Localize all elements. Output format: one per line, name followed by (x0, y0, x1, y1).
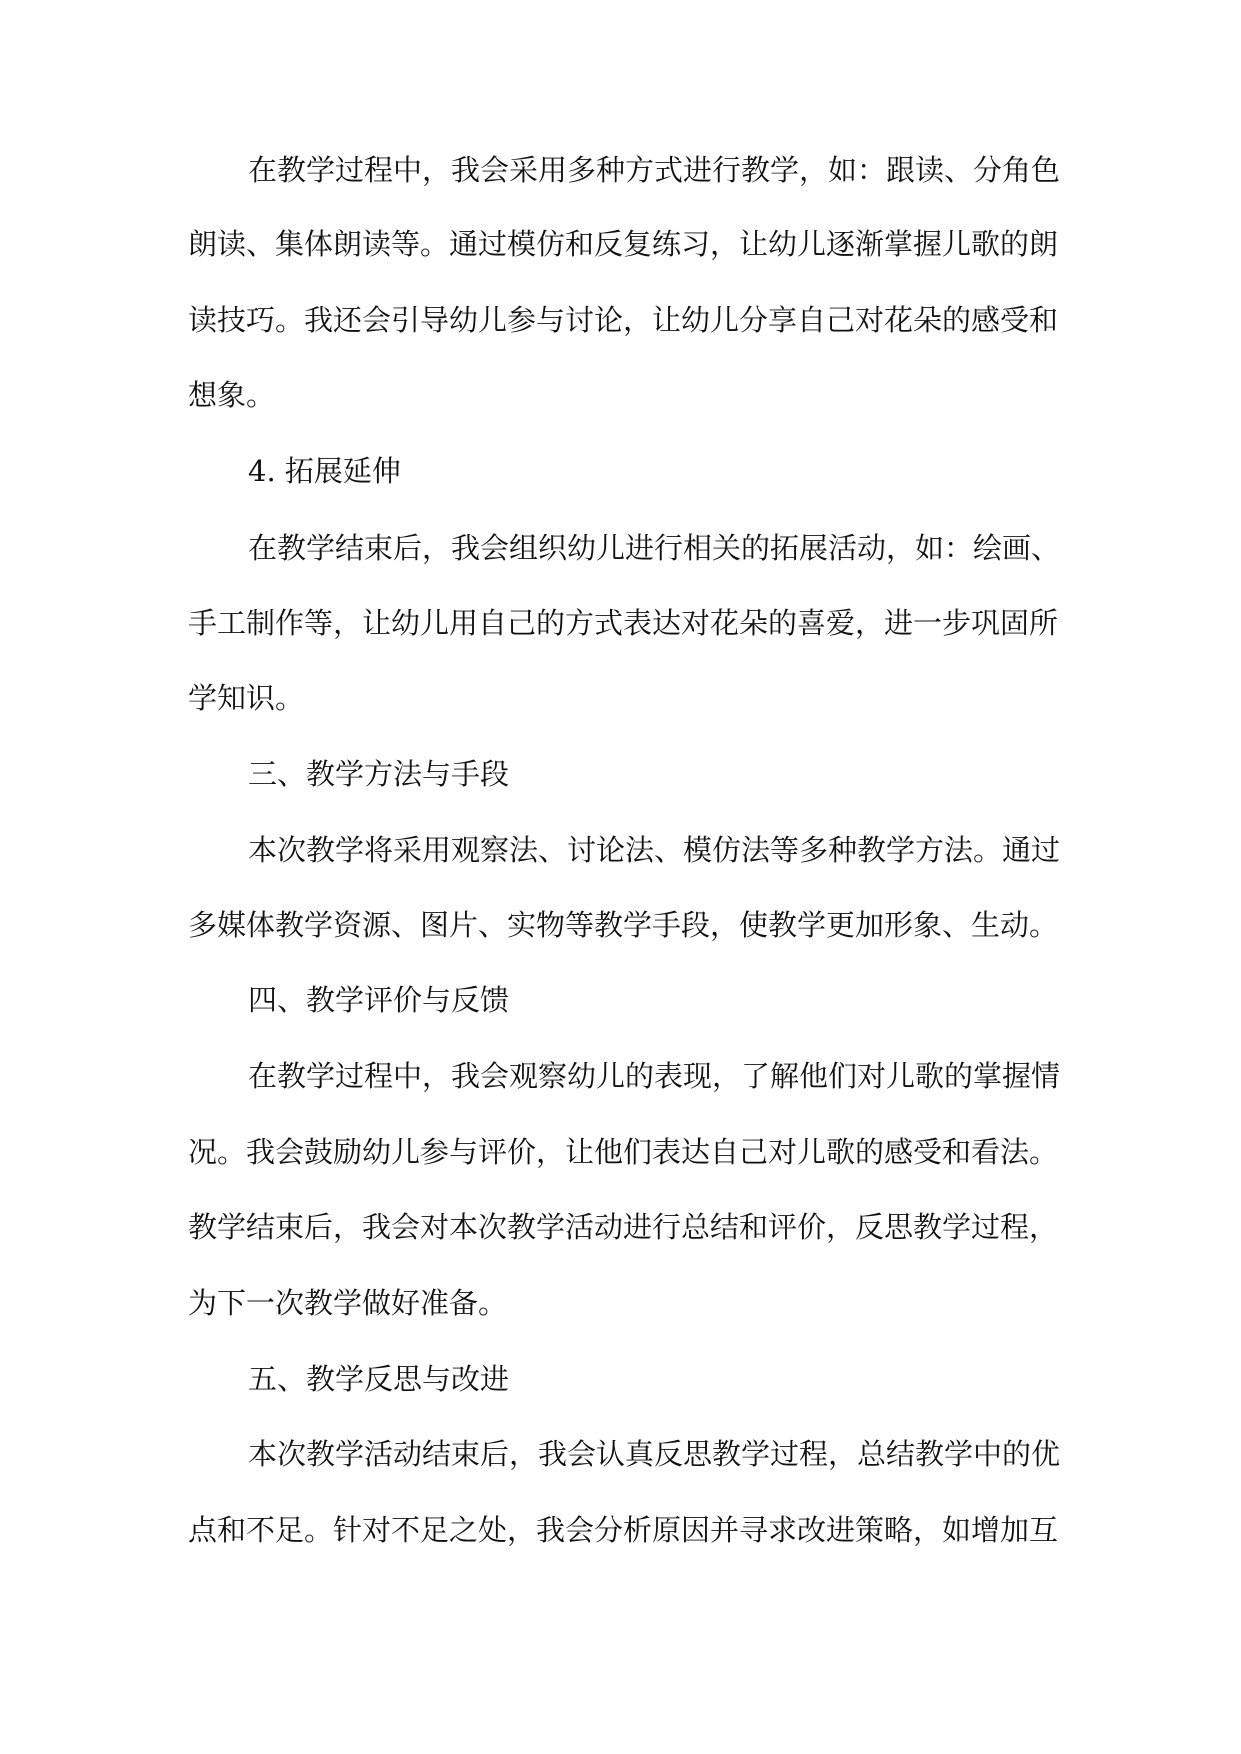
text-line: 在教学过程中，我会观察幼儿的表现，了解他们对儿歌的掌握情 (248, 1059, 1061, 1093)
text-line: 为下一次教学做好准备。 (188, 1286, 508, 1320)
section-heading: 三、教学方法与手段 (248, 757, 510, 791)
text-line: 教学结束后，我会对本次教学活动进行总结和评价，反思教学过程， (188, 1210, 1059, 1244)
section-heading: 五、教学反思与改进 (248, 1362, 510, 1396)
text-line: 朗读、集体朗读等。通过模仿和反复练习，让幼儿逐渐掌握儿歌的朗 (188, 227, 1059, 261)
text-line: 点和不足。针对不足之处，我会分析原因并寻求改进策略，如增加互 (188, 1513, 1059, 1547)
text-line: 手工制作等，让幼儿用自己的方式表达对花朵的喜爱，进一步巩固所 (188, 606, 1059, 640)
text-line: 读技巧。我还会引导幼儿参与讨论，让幼儿分享自己对花朵的感受和 (188, 303, 1059, 337)
text-line: 想象。 (188, 378, 276, 412)
text-line: 多媒体教学资源、图片、实物等教学手段，使教学更加形象、生动。 (188, 908, 1059, 942)
text-line: 学知识。 (188, 681, 305, 715)
text-line: 本次教学将采用观察法、讨论法、模仿法等多种教学方法。通过 (248, 833, 1061, 867)
text-line: 本次教学活动结束后，我会认真反思教学过程，总结教学中的优 (248, 1437, 1061, 1471)
section-heading: 四、教学评价与反馈 (248, 983, 510, 1017)
text-line: 在教学过程中，我会采用多种方式进行教学，如：跟读、分角色 (248, 153, 1061, 187)
text-line: 在教学结束后，我会组织幼儿进行相关的拓展活动，如：绘画、 (248, 531, 1061, 565)
text-line: 况。我会鼓励幼儿参与评价，让他们表达自己对儿歌的感受和看法。 (188, 1135, 1059, 1169)
section-heading: 4. 拓展延伸 (248, 454, 401, 488)
